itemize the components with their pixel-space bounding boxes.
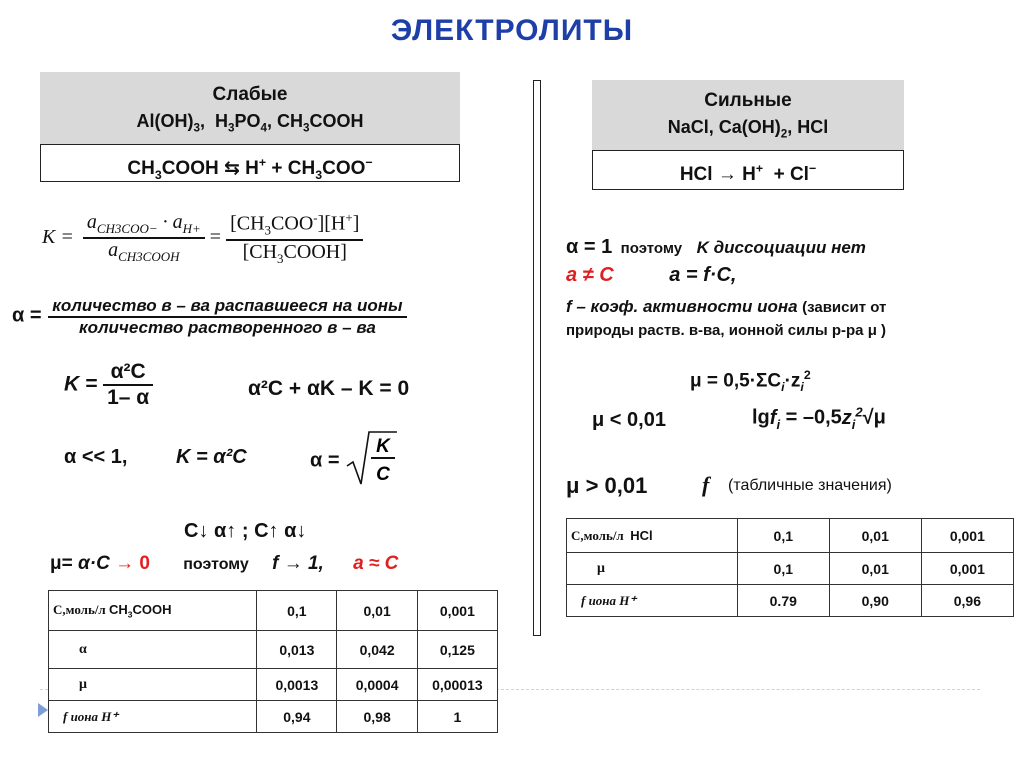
condition-2-f: f	[702, 472, 710, 497]
alpha-definition	[12, 296, 407, 338]
k-num2: $[CH_3COO^-][H^+]$	[226, 210, 363, 241]
alpha-lhs: α =	[12, 304, 42, 327]
mu-line	[50, 553, 398, 575]
weak-table-col: 0,001	[417, 591, 497, 631]
weak-table-cell: 0,94	[257, 701, 337, 733]
weak-table-cell: 0,00013	[417, 669, 497, 701]
table-row	[49, 591, 498, 631]
strong-line2-b: a = f·C,	[669, 264, 737, 286]
weak-equation-box	[40, 144, 460, 182]
weak-table-col: 0,01	[337, 591, 417, 631]
k-eq: =	[209, 225, 222, 248]
sqrt-den: C	[376, 464, 390, 485]
weak-table-col: 0,1	[257, 591, 337, 631]
strong-header-box	[592, 80, 904, 150]
trend-line: C↓ α↑ ; C↑ α↓	[184, 520, 307, 542]
mu-line-2: поэтому	[183, 556, 249, 573]
strong-table-col: 0,01	[829, 519, 921, 553]
weak-table-row-label: μ	[49, 669, 257, 701]
mu-line-1: μ= α·C → 0	[50, 553, 150, 574]
approx-sqrt-lhs: α =	[310, 449, 340, 472]
strong-table-cell: 0,90	[829, 585, 921, 617]
quadratic-equation: α²C + αK – K = 0	[248, 377, 410, 400]
weak-table-cell: 0,0004	[337, 669, 417, 701]
k-alpha-formula	[64, 360, 153, 410]
table-row	[49, 701, 498, 733]
k-den: $a_{CH3COOH}$	[108, 239, 180, 265]
play-arrow-icon	[38, 703, 48, 717]
strong-header: Сильные	[704, 90, 792, 111]
strong-line2-a: a ≠ C	[566, 264, 614, 286]
k-formula	[42, 210, 363, 267]
weak-table-row-label: f иона H⁺	[49, 701, 257, 733]
strong-table-col: 0,001	[921, 519, 1013, 553]
mu-line-4: a ≈ C	[353, 553, 399, 574]
table-row	[49, 669, 498, 701]
column-divider	[533, 80, 541, 636]
strong-table-cell: 0,01	[829, 553, 921, 585]
weak-table-row-label: α	[49, 631, 257, 669]
strong-table	[566, 518, 1014, 617]
strong-line1-c: K диссоциации нет	[696, 238, 866, 257]
strong-table-row-label: μ	[567, 553, 738, 585]
condition-2: μ > 0,01	[566, 473, 648, 498]
strong-examples: NaCl, $Ca(OH)_2$, HCl	[667, 117, 829, 141]
strong-table-cell: 0,001	[921, 553, 1013, 585]
weak-table-cell: 0,0013	[257, 669, 337, 701]
weak-table-cell: 0,013	[257, 631, 337, 669]
weak-header: Слабые	[212, 84, 288, 105]
alpha-den: количество растворенного в – ва	[78, 318, 376, 337]
strong-line4: природы раств. в-ва, ионной силы р-ра μ )	[566, 322, 887, 339]
weak-table-header-label: С,моль/л $CH_3COOH$	[49, 591, 257, 631]
strong-line1-a: α = 1	[566, 236, 613, 258]
weak-table-cell: 1	[417, 701, 497, 733]
condition-1: μ < 0,01	[592, 409, 666, 431]
k-lhs: K =	[42, 225, 74, 248]
page-title: ЭЛЕКТРОЛИТЫ	[390, 14, 634, 47]
strong-line1-b: поэтому	[620, 240, 683, 257]
weak-table-cell: 0,042	[337, 631, 417, 669]
approx-sqrt	[310, 428, 399, 494]
weak-header-box	[40, 72, 460, 144]
table-row	[567, 553, 1014, 585]
strong-line1	[566, 236, 866, 259]
weak-table-cell: 0,125	[417, 631, 497, 669]
sqrt-num: K	[376, 436, 390, 457]
table-row	[49, 631, 498, 669]
mu-formula: $\mu = 0,5\cdot\Sigma C_i\cdot z_i^2$	[690, 368, 811, 395]
k-num: $a_{CH3COO-} \cdot a_{H+}$	[83, 211, 205, 239]
k-alpha-lhs: K =	[64, 372, 98, 396]
k-alpha-den: 1– α	[107, 386, 150, 409]
strong-line3-paren: (зависит от	[802, 299, 887, 316]
k-alpha-num: α²C	[103, 360, 153, 386]
strong-equation-box	[592, 150, 904, 190]
alpha-num: количество в – ва распавшееся на ионы	[48, 296, 406, 318]
strong-table-header-label: С,моль/л HCl	[567, 519, 738, 553]
strong-table-row-label: f иона H⁺	[567, 585, 738, 617]
table-row	[567, 519, 1014, 553]
mu-line-3: f → 1,	[272, 553, 324, 574]
strong-table-cell: 0,1	[737, 553, 829, 585]
weak-table	[48, 590, 498, 733]
strong-table-cell: 0.79	[737, 585, 829, 617]
weak-table-cell: 0,98	[337, 701, 417, 733]
weak-examples: $Al(OH)_3$, $H_3PO_4$, $CH_3COOH$	[136, 111, 364, 135]
approx-alpha: α << 1,	[64, 446, 128, 468]
condition-2-text: (табличные значения)	[728, 477, 892, 494]
strong-line3-text: f – коэф. активности иона	[566, 297, 798, 316]
table-row	[567, 585, 1014, 617]
condition-1-formula: $\lg f_i = -0,5z_i^2√\mu$	[752, 404, 886, 432]
sqrt-icon	[345, 428, 399, 488]
strong-table-cell: 0,96	[921, 585, 1013, 617]
strong-equation: HCl → H+ + Cl−	[679, 162, 817, 186]
weak-equation: $CH_3COOH$ ⇆ $H^+ + CH_3COO^-$	[127, 156, 373, 183]
strong-line2	[566, 264, 736, 287]
strong-table-col: 0,1	[737, 519, 829, 553]
approx-k: K = α²C	[176, 446, 247, 468]
k-den2: $[CH_3COOH]$	[242, 240, 347, 266]
strong-line3	[566, 297, 886, 317]
